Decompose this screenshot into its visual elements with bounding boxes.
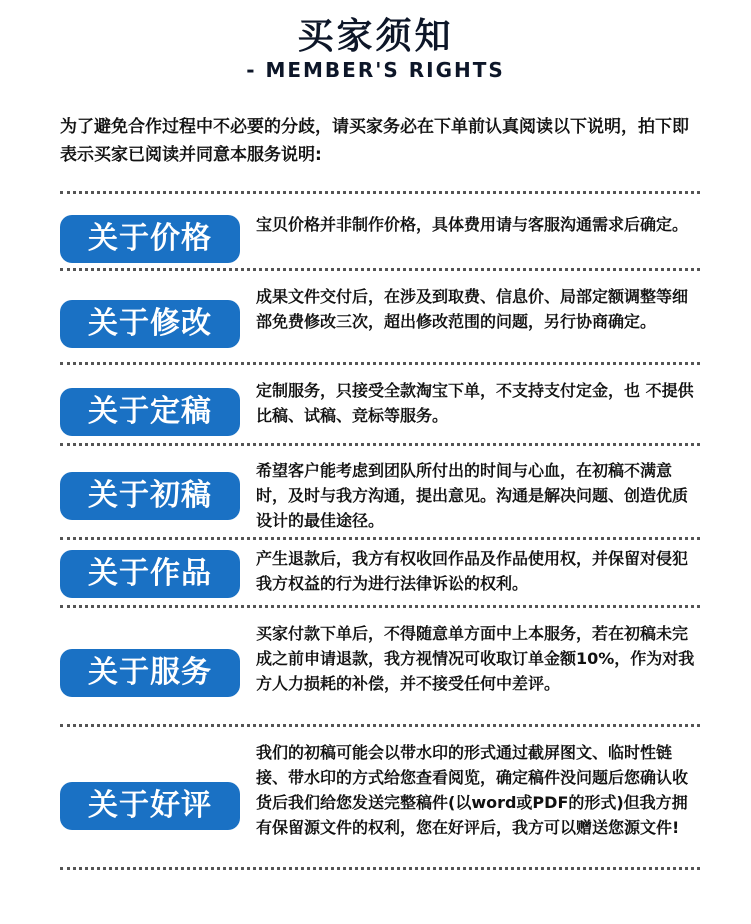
intro-text: 为了避免合作过程中不必要的分歧，请买家务必在下单前认真阅读以下说明，拍下即表示买家已阅读并同意本服务说明:: [60, 117, 689, 165]
divider: [60, 268, 700, 271]
section-final-badge: 关于定稿: [60, 388, 240, 436]
section-draft-badge: 关于初稿: [60, 472, 240, 520]
section-service-badge: 关于服务: [60, 649, 240, 697]
section-price-text: 宝贝价格并非制作价格，具体费用请与客服沟通需求后确定。: [256, 215, 689, 234]
divider: [60, 867, 700, 870]
section-revision-text: 成果文件交付后，在涉及到取费、信息价、局部定额调整等细部免费修改三次，超出修改范围的问题，另行协商确定。: [256, 287, 689, 331]
divider: [60, 724, 700, 727]
section-draft-text: 希望客户能考虑到团队所付出的时间与心血，在初稿不满意时，及时与我方沟通，提出意见。沟通是解决问题、创造优质设计的最佳途径。: [256, 461, 689, 530]
section-final-text: 定制服务，只接受全款淘宝下单，不支持支付定金，也 不提供比稿、试稿、竞标等服务。: [256, 381, 694, 425]
section-service-text: 买家付款下单后，不得随意单方面中上本服务，若在初稿未完成之前申请退款，我方视情况可收取订单金额10%，作为对我方人力损耗的补偿，并不接受任何中差评。: [256, 624, 695, 693]
section-review-badge: 关于好评: [60, 782, 240, 830]
page-title: 买家须知: [297, 16, 454, 57]
section-price-badge: 关于价格: [60, 215, 240, 263]
section-works-text: 产生退款后，我方有权收回作品及作品使用权，并保留对侵犯我方权益的行为进行法律诉讼的权利。: [256, 549, 689, 593]
divider: [60, 537, 700, 540]
section-review-text: 我们的初稿可能会以带水印的形式通过截屏图文、临时性链接、带水印的方式给您查看阅览，确定稿件没问题后您确认收货后我们给您发送完整稿件(以word或PDF的形式)但我方拥有保留源文件的权利，您在好评后，我方可以赠送您源文件!: [256, 743, 689, 837]
page-subtitle: - MEMBER'S RIGHTS: [246, 58, 505, 82]
section-works-badge: 关于作品: [60, 550, 240, 598]
section-revision-badge: 关于修改: [60, 300, 240, 348]
divider: [60, 443, 700, 446]
divider: [60, 191, 700, 194]
divider: [60, 362, 700, 365]
divider: [60, 605, 700, 608]
